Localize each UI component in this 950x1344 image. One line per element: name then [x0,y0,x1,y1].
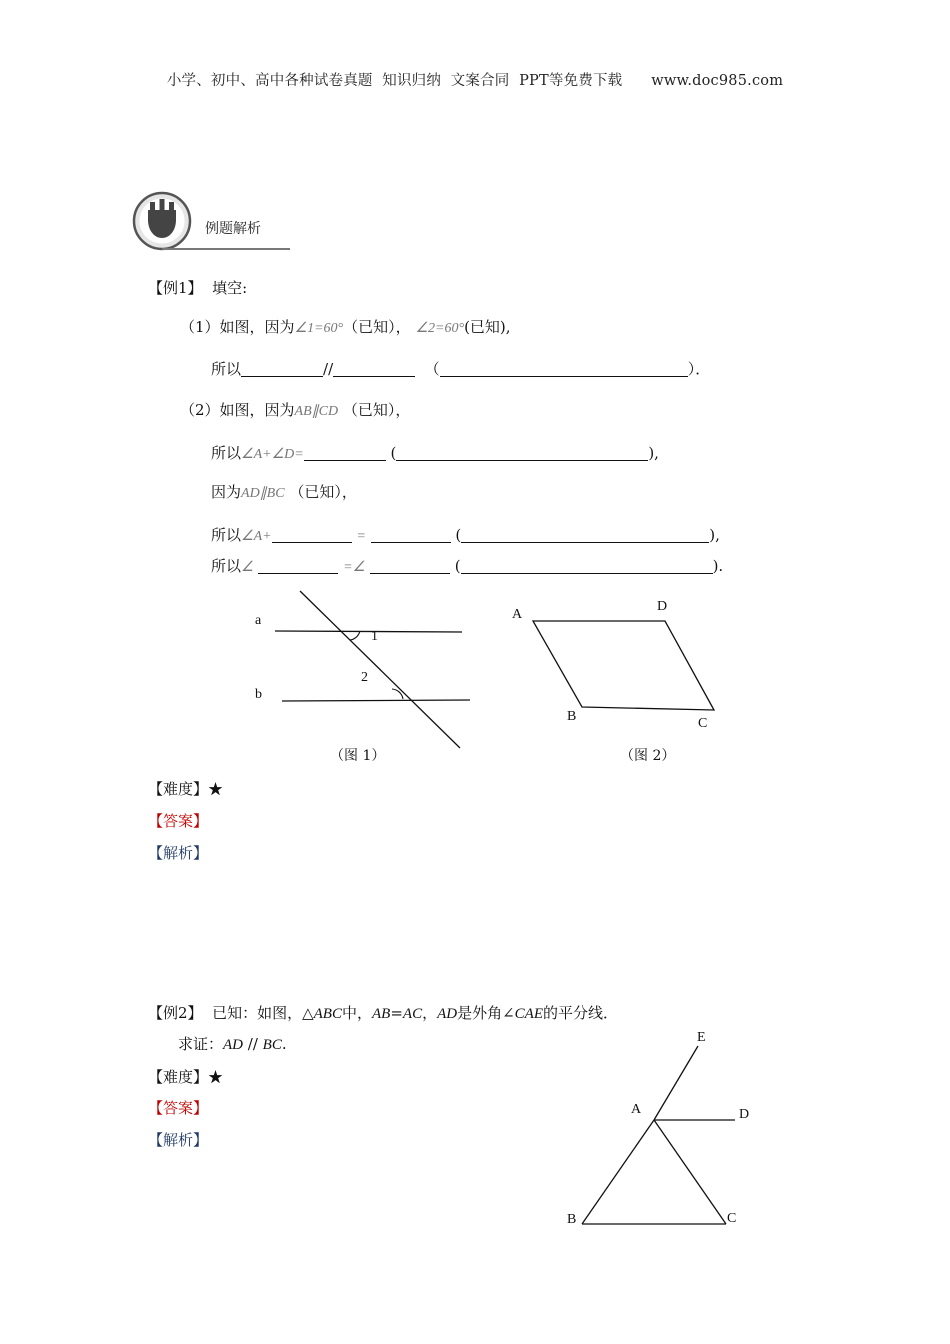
ex1-p2-close2: ), [709,526,720,544]
ex1-p2-prefix: （2）如图，因为 [180,401,295,419]
blank-2[interactable] [333,361,415,377]
ex2-comma: ， [422,1004,438,1022]
fig3-label-A: A [631,1102,642,1117]
fig2-label-D: D [657,599,668,614]
ex2-difficulty: 【难度】★ [148,1068,224,1086]
ex1-p2-open3: ( [454,557,461,575]
ex1-p2-given: AB∥CD [294,404,339,419]
figure-3-diagram [570,1040,750,1230]
page-header: 小学、初中、高中各种试卷真题 知识归纳 文案合同 PPT等免费下载 www.doc985.com [166,73,784,89]
ex2-prove-bc: BC [262,1037,282,1053]
blank-reason-4[interactable] [461,558,713,574]
ex1-p2-known2: （已知）， [289,483,357,501]
example-2-prove [178,1033,287,1054]
ex2-tail: 的平分线． [543,1004,619,1022]
fig3-label-E: E [697,1030,706,1045]
ex1-p2-close1: ), [648,444,659,462]
ex1-difficulty: 【难度】★ [148,780,224,798]
ex1-p2-so2-line [211,524,720,545]
ex1-p1-open: （ [424,360,440,378]
fig1-label-a: a [255,613,262,628]
ex1-p2-so2: 所以 [211,526,242,544]
blank-5[interactable] [371,527,451,543]
ex2-triangle: ABC [313,1006,342,1022]
blank-reason-3[interactable] [461,527,709,543]
ex1-part1-line [180,316,511,337]
fig1-label-2: 2 [361,670,368,685]
ex1-p2-so1: 所以 [211,444,242,462]
ex2-answer-heading: 【答案】 [148,1099,209,1117]
ex1-part2-line [180,399,410,420]
ex2-eq: = [390,1004,403,1022]
ex1-p2-because: 因为 [211,483,242,501]
blank-reason-2[interactable] [396,445,648,461]
blank-7[interactable] [370,558,450,574]
ex1-p2-so1-line [211,442,659,463]
line-a [275,631,462,632]
ex2-given-prefix: 已知：如图，△ [212,1004,314,1022]
fig3-label-B: B [567,1212,577,1227]
ex2-ab: AB [372,1006,391,1022]
figure-2-diagram [525,610,725,720]
blank-3[interactable] [304,445,386,461]
line-AC [654,1120,726,1224]
ex1-p1-prefix: （1）如图，因为 [180,318,295,336]
figure-1-diagram [240,585,480,755]
ex1-analysis-heading: 【解析】 [148,844,209,862]
ex1-answer-heading: 【答案】 [148,812,209,830]
figure-1-caption: （图 1） [330,748,386,764]
fig3-label-C: C [727,1211,737,1226]
ex2-prove-prefix: 求证： [178,1035,224,1053]
ex1-p2-open1: ( [390,444,397,462]
fig2-label-B: B [567,709,577,724]
ex1-p1-close: ）． [687,360,711,378]
ex1-p1-known2: (已知), [464,318,511,336]
ex2-ad: AD [437,1006,458,1022]
line-b [282,700,470,701]
example-1-header [148,277,247,298]
example-1-prompt: 填空: [212,279,248,297]
ex2-mid2: 是外角∠ [457,1004,515,1022]
blank-reason-1[interactable] [440,361,688,377]
ex2-prove-ad: AD [223,1037,244,1053]
ex1-p2-eq3: =∠ [343,560,366,575]
transversal-line [300,591,460,748]
ex2-cae: CAE [514,1006,544,1022]
line-AB [582,1120,654,1224]
ex2-ac: AC [402,1006,423,1022]
parallelogram-abcd [533,621,714,710]
ex1-p2-expr1: ∠A+∠D= [241,447,304,462]
fig1-label-1: 1 [371,629,378,644]
ex1-p1-parallel: // [323,360,334,378]
ex1-p2-close3: ). [712,557,724,575]
figure-2-caption: （图 2） [620,748,676,764]
ex1-p2-open2: ( [455,526,462,544]
line-AE [654,1046,698,1120]
ex1-p2-eq2: = [356,529,366,544]
example-2-label: 【例2】 [148,1004,203,1022]
ex1-p1-angle2: ∠2=60° [415,321,465,336]
angle-1-arc [350,631,360,640]
ex1-p1-so: 所以 [211,360,242,378]
fig2-label-A: A [512,607,523,622]
ex1-p2-given2: AD∥BC [241,486,285,501]
ex1-p1-angle1: ∠1=60° [294,321,344,336]
blank-4[interactable] [272,527,352,543]
ex1-p2-angle3: ∠ [241,560,254,575]
ex1-p1-known1: （已知）， [343,318,411,336]
ex1-p2-known: （已知）， [342,401,411,419]
fig3-label-D: D [739,1107,750,1122]
ex1-p2-because-line [211,481,357,502]
blank-1[interactable] [241,361,323,377]
example-2-statement [148,1002,618,1023]
blank-6[interactable] [258,558,338,574]
ex2-mid1: 中， [341,1004,372,1022]
section-title: 例题解析 [205,221,261,237]
ex2-prove-end: . [281,1035,287,1053]
fig1-label-b: b [255,687,262,702]
ex1-p2-so3: 所以 [211,557,242,575]
ex2-analysis-heading: 【解析】 [148,1131,209,1149]
fig2-label-C: C [698,716,708,731]
ex1-p2-so3-line [211,555,723,576]
example-1-label: 【例1】 [148,279,203,297]
ex2-prove-parallel: // [243,1035,263,1053]
ex1-p2-expr2: ∠A+ [241,529,272,544]
ex1-part1-answer-line [211,358,710,379]
